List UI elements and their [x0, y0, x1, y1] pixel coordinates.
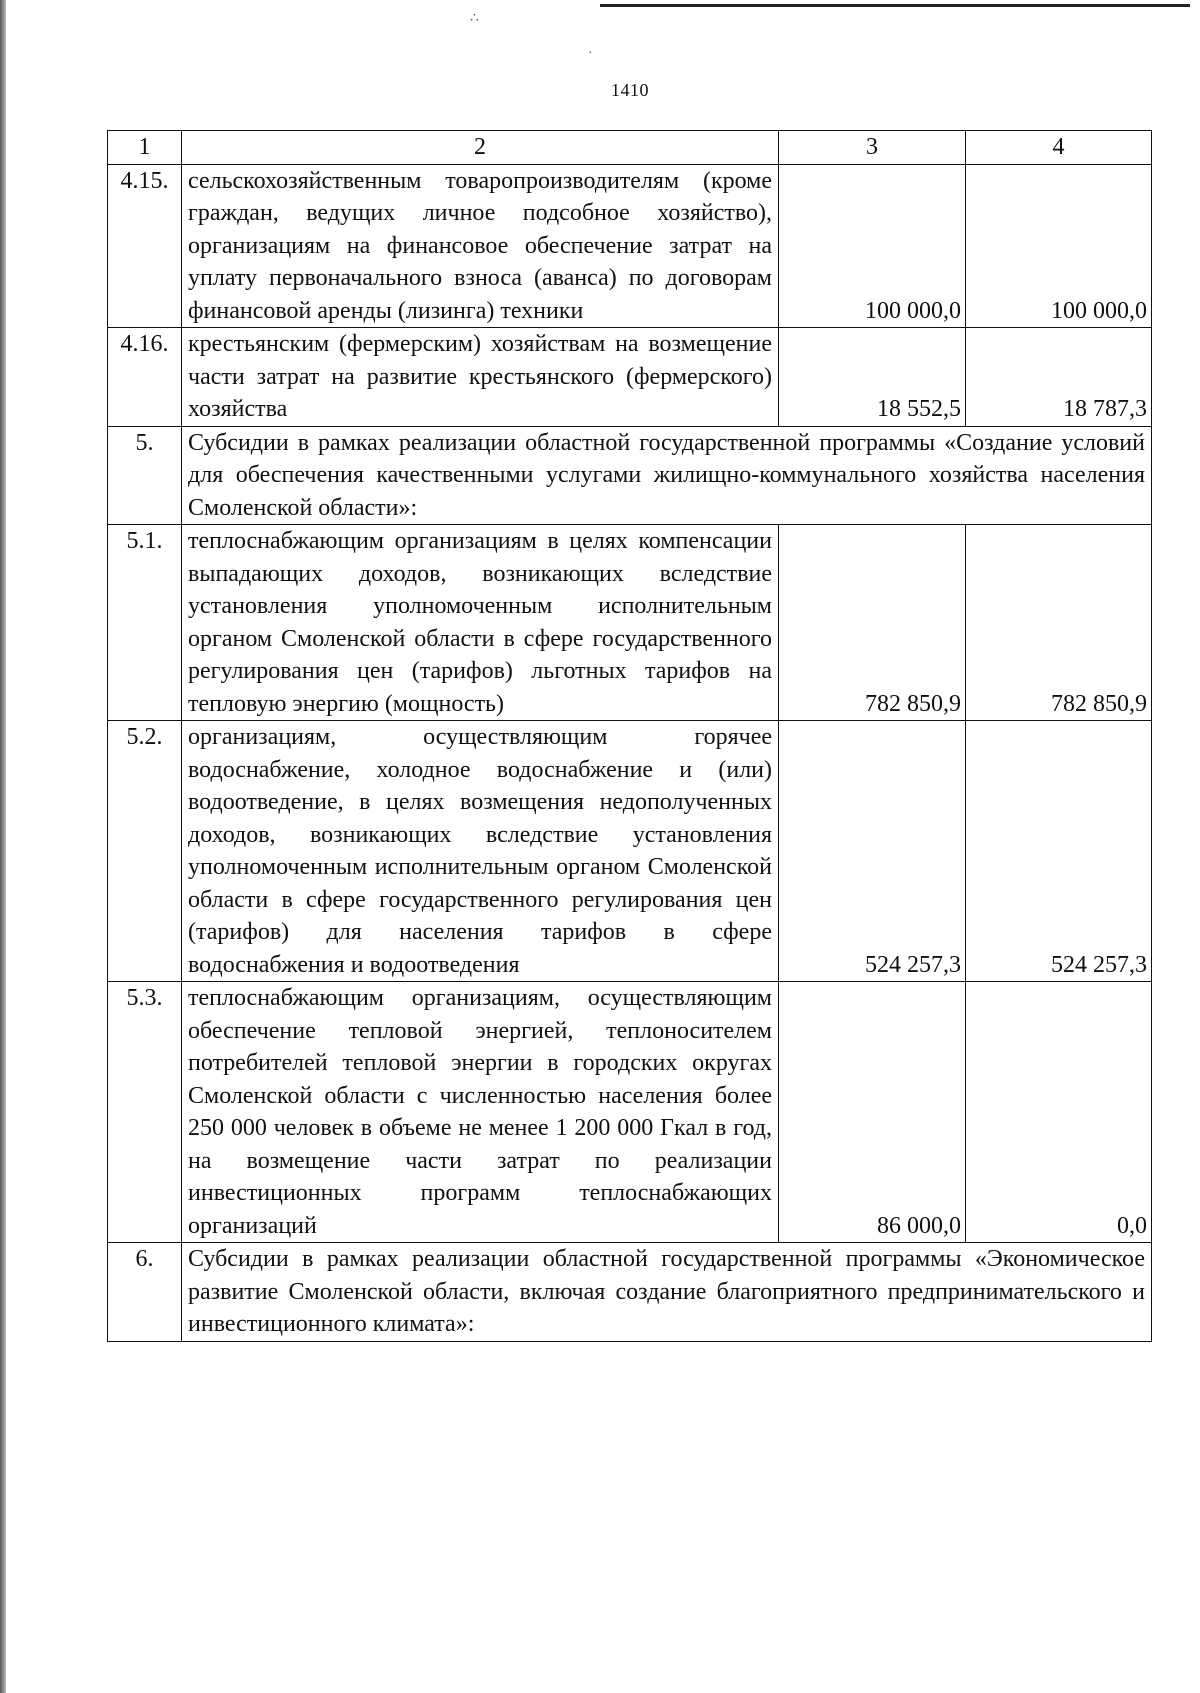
row-value-col3: 86 000,0 [779, 982, 966, 1243]
row-number: 5. [108, 426, 182, 525]
table-row [108, 721, 1152, 982]
column-header: 3 [779, 131, 966, 165]
table-row [108, 525, 1152, 721]
row-number: 5.1. [108, 525, 182, 721]
table-row [108, 328, 1152, 427]
row-value-col4: 782 850,9 [966, 525, 1152, 721]
row-value-col3: 782 850,9 [779, 525, 966, 721]
row-description: теплоснабжающим организациям, осуществляющим обеспечение тепловой энергией, теплоносителем потребителей тепловой энергии в городских округах Смоленской области с численностью населения более 250 000 человек в объеме не менее 1 200 000 Гкал в год, на возмещение части затрат по реализации инвестиционных программ теплоснабжающих организаций [182, 982, 779, 1243]
row-value-col4: 18 787,3 [966, 328, 1152, 427]
row-description: Субсидии в рамках реализации областной государственной программы «Создание условий для обеспечения качественными услугами жилищно-коммунального хозяйства населения Смоленской области»: [182, 426, 1152, 525]
row-description: крестьянским (фермерским) хозяйствам на возмещение части затрат на развитие крестьянского (фермерского) хозяйства [182, 328, 779, 427]
row-number: 5.2. [108, 721, 182, 982]
table-header-row [108, 131, 1152, 165]
row-value-col4: 0,0 [966, 982, 1152, 1243]
column-header: 2 [182, 131, 779, 165]
budget-table [107, 130, 1152, 1342]
row-number: 5.3. [108, 982, 182, 1243]
row-number: 4.16. [108, 328, 182, 427]
row-number: 4.15. [108, 164, 182, 328]
row-description: сельскохозяйственным товаропроизводителям (кроме граждан, ведущих личное подсобное хозяйство), организациям на финансовое обеспечение затрат на уплату первоначального взноса (аванса) по договорам финансовой аренды (лизинга) техники [182, 164, 779, 328]
row-value-col4: 100 000,0 [966, 164, 1152, 328]
row-value-col3: 100 000,0 [779, 164, 966, 328]
table-row [108, 426, 1152, 525]
page-number: 1410 [611, 80, 649, 100]
table-row [108, 164, 1152, 328]
row-number: 6. [108, 1243, 182, 1342]
table-row [108, 1243, 1152, 1342]
row-value-col3: 18 552,5 [779, 328, 966, 427]
row-description: Субсидии в рамках реализации областной государственной программы «Экономическое развитие Смоленской области, включая создание благоприятного предпринимательского и инвестиционного климата»: [182, 1243, 1152, 1342]
row-value-col3: 524 257,3 [779, 721, 966, 982]
scan-speck: · [588, 46, 593, 61]
column-header: 4 [966, 131, 1152, 165]
row-value-col4: 524 257,3 [966, 721, 1152, 982]
scan-left-edge [0, 0, 6, 1693]
table-row [108, 982, 1152, 1243]
row-description: организациям, осуществляющим горячее водоснабжение, холодное водоснабжение и (или) водоотведение, в целях возмещения недополученных доходов, возникающих вследствие установления уполномоченным исполнительным органом Смоленской области в сфере государственного регулирования цен (тарифов) для населения тарифов в сфере водоснабжения и водоотведения [182, 721, 779, 982]
row-description: теплоснабжающим организациям в целях компенсации выпадающих доходов, возникающих вследствие установления уполномоченным исполнительным органом Смоленской области в сфере государственного регулирования цен (тарифов) льготных тарифов на тепловую энергию (мощность) [182, 525, 779, 721]
scan-speck: ∴ [470, 11, 479, 26]
column-header: 1 [108, 131, 182, 165]
scan-top-rule [600, 4, 1190, 7]
